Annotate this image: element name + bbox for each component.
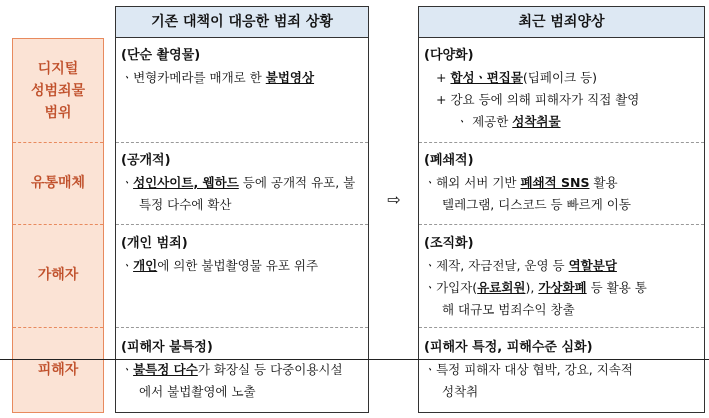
row-label-line: 유통매체	[30, 175, 86, 191]
text: 변형카메라를 매개로 한	[133, 70, 266, 85]
existing-sep-1	[116, 142, 368, 143]
row3-recent-line2	[424, 277, 699, 299]
row3-recent-line3: 해 대규모 범죄수익 창출	[442, 302, 575, 317]
existing-sep-2	[116, 224, 368, 225]
text: 가입자(	[436, 280, 478, 295]
bullet: ㆍ	[456, 114, 469, 129]
bullet: ㆍ	[121, 258, 134, 273]
row2-existing	[115, 150, 369, 216]
bullet: ㆍ	[121, 362, 134, 377]
plus-icon: +	[436, 70, 447, 85]
row3-existing-title: (개인 범죄)	[121, 236, 188, 251]
text: 제공한	[472, 114, 513, 129]
text: 등에 공개적 유포, 불	[238, 175, 356, 190]
row1-recent-title: (다양화)	[424, 48, 474, 63]
text-emphasis: 성인사이트, 웹하드	[133, 175, 239, 190]
bullet: ㆍ	[424, 280, 437, 295]
row3-recent	[418, 233, 705, 321]
row3-recent-title: (조직화)	[424, 236, 474, 251]
row1-recent	[418, 45, 705, 133]
row1-recent-line1	[424, 67, 699, 89]
row1-recent-line2	[424, 89, 699, 111]
row3-existing-line1	[121, 255, 363, 277]
bullet: ㆍ	[424, 362, 437, 377]
row-label-line: 가해자	[37, 267, 79, 283]
bullet: ㆍ	[424, 175, 437, 190]
text: 특정 피해자 대상 협박, 강요, 지속적	[436, 362, 633, 377]
row2-existing-title: (공개적)	[121, 153, 171, 168]
bullet: ㆍ	[121, 175, 134, 190]
row2-existing-line2: 특정 다수에 확산	[139, 197, 232, 212]
row3-existing	[115, 233, 369, 277]
text: 해외 서버 기반	[436, 175, 521, 190]
header-existing: 기존 대책이 대응한 범죄 상황	[115, 6, 369, 38]
recent-sep-2	[419, 224, 704, 225]
row-label-line: 성범죄물	[30, 83, 86, 99]
row4-existing-line2: 에서 불법촬영에 노출	[139, 384, 256, 399]
right-arrow-icon: ⇨	[387, 190, 401, 209]
row4-recent-title: (피해자 특정, 피해수준 심화)	[424, 340, 593, 355]
text: 제작, 자금전달, 운영 등	[436, 258, 569, 273]
row-label-distribution	[12, 143, 104, 223]
row2-recent-line1	[424, 172, 699, 194]
bullet: ㆍ	[121, 70, 134, 85]
row2-existing-line1	[121, 172, 363, 194]
row2-recent-title: (폐쇄적)	[424, 153, 474, 168]
text-emphasis: 불특정 다수	[133, 362, 198, 377]
label-sep-3	[13, 327, 103, 328]
text-emphasis: 역할분담	[568, 258, 617, 273]
header-recent: 최근 범죄양상	[418, 6, 705, 38]
row4-existing	[115, 337, 369, 403]
row1-existing	[115, 45, 369, 89]
text-emphasis: 불법영상	[265, 70, 315, 85]
text: 강요 등에 의해 피해자가 직접 촬영	[450, 92, 640, 107]
row4-recent-line2: 성착취	[442, 384, 479, 399]
row4-recent	[418, 337, 705, 403]
row3-recent-line1	[424, 255, 699, 277]
text-emphasis: 가상화폐	[538, 280, 587, 295]
text: 에 의한 불법촬영물 유포 위주	[157, 258, 319, 273]
recent-sep-1	[419, 142, 704, 143]
row-label-line: 범위	[44, 105, 72, 121]
row-label-victim	[12, 330, 104, 410]
bullet: ㆍ	[424, 258, 437, 273]
plus-icon: +	[436, 92, 447, 107]
text-emphasis: 유료회원	[477, 280, 526, 295]
text: ),	[525, 280, 539, 295]
text-emphasis: 개인	[133, 258, 158, 273]
text-emphasis: 성착취물	[512, 114, 561, 129]
row2-recent-line2: 텔레그램, 디스코드 등 빠르게 이동	[442, 197, 631, 212]
text: 가 화장실 등 다중이용시설	[197, 362, 343, 377]
row4-recent-line1	[424, 359, 699, 381]
row4-existing-title: (피해자 불특정)	[121, 340, 213, 355]
row-label-line: 피해자	[37, 362, 79, 378]
text-emphasis: 합성ㆍ편집물	[450, 70, 523, 85]
recent-sep-3	[419, 327, 704, 328]
text: (딥페이크 등)	[522, 70, 598, 85]
row4-existing-line1	[121, 359, 363, 381]
row1-existing-title: (단순 촬영물)	[121, 48, 201, 63]
text: 등 활용 통	[586, 280, 647, 295]
row2-recent	[418, 150, 705, 216]
text-emphasis: 폐쇄적 SNS	[520, 175, 590, 190]
row1-existing-line1	[121, 67, 363, 89]
text: 활용	[589, 175, 618, 190]
row-label-perpetrator	[12, 225, 104, 325]
row-label-digital	[12, 42, 104, 140]
row1-recent-line3	[424, 111, 699, 133]
existing-sep-3	[116, 327, 368, 328]
row-label-line: 디지털	[37, 61, 79, 77]
